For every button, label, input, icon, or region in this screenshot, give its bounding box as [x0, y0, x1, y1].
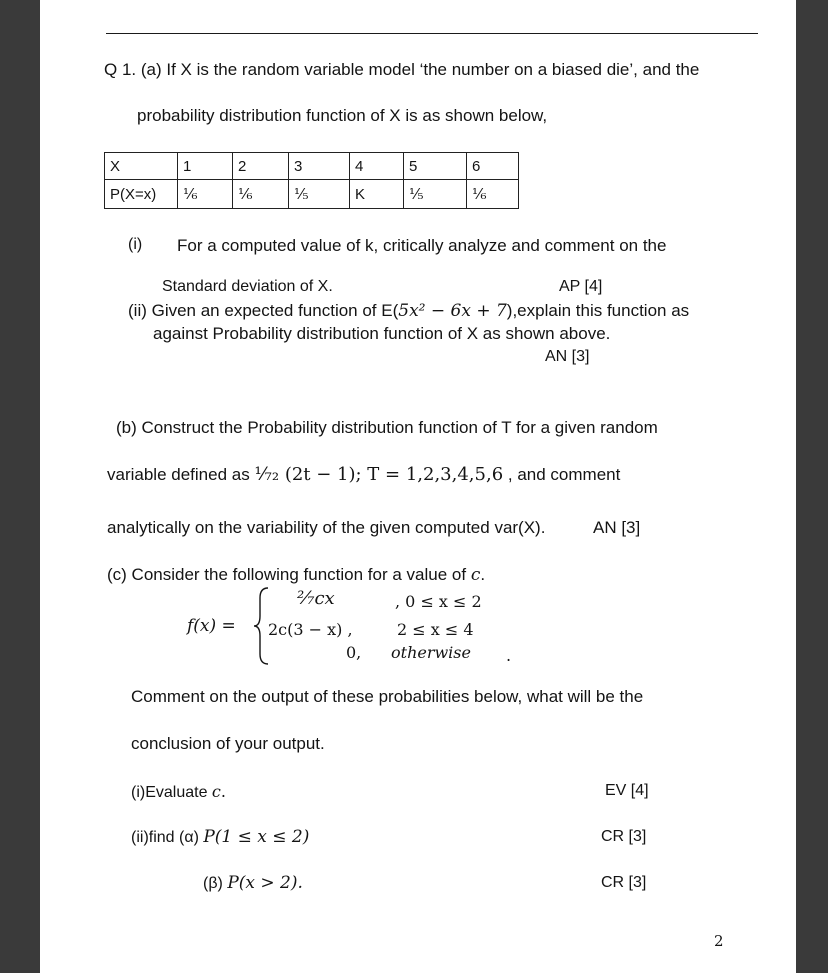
part-ii-mark: AN [3] — [545, 348, 590, 365]
sub-ii-label: (ii)find (α) — [131, 829, 204, 846]
part-ii-line2: against Probability distribution function of X as shown above. — [153, 324, 611, 343]
case1-expression: ²⁄₇cx — [297, 588, 335, 609]
q1b-prefix: variable defined as — [107, 465, 255, 484]
table-cell: 1 — [178, 153, 233, 180]
q1c-suffix: . — [480, 565, 486, 584]
sub-beta-line — [203, 873, 303, 893]
part-i-line2: Standard deviation of X. — [162, 278, 333, 295]
q1b-line1: (b) Construct the Probability distribution function of T for a given random — [116, 418, 658, 437]
q1b-formula: ¹⁄₇₂ (2t − 1); T = 1,2,3,4,5,6 — [254, 464, 504, 485]
part-ii-line1 — [128, 301, 689, 321]
sub-i-line — [131, 782, 226, 802]
case2-expression: 2c(3 − x) , — [268, 620, 353, 639]
comment-line2: conclusion of your output. — [131, 734, 325, 753]
q1b-line2 — [107, 464, 620, 485]
table-cell: ¹⁄₅ — [289, 180, 350, 209]
sub-i-period: . — [220, 782, 226, 801]
sub-i-label: (i)Evaluate — [131, 784, 212, 801]
part-i-text: For a computed value of k, critically analyze and comment on the — [177, 236, 667, 255]
fx-label: f(x) = — [187, 616, 236, 636]
document-page — [40, 0, 796, 973]
case1-condition: , 0 ≤ x ≤ 2 — [395, 592, 482, 611]
q1c-prefix: (c) Consider the following function for a value of — [107, 565, 471, 584]
sub-i-variable: c — [211, 782, 221, 801]
table-cell: 2 — [233, 153, 289, 180]
sub-ii-probability: P(1 ≤ x ≤ 2) — [203, 827, 310, 847]
sub-ii-line — [131, 827, 309, 847]
table-cell: P(X=x) — [105, 180, 178, 209]
comment-line1: Comment on the output of these probabilities below, what will be the — [131, 687, 644, 706]
sub-beta-probability: P(x > 2). — [227, 873, 303, 893]
table-cell: K — [350, 180, 404, 209]
sub-beta-mark: CR [3] — [601, 874, 647, 891]
q1b-mark: AN [3] — [593, 518, 641, 537]
table-cell: ¹⁄₆ — [467, 180, 519, 209]
part-i-mark: AP [4] — [559, 278, 603, 295]
sub-ii-mark: CR [3] — [601, 828, 647, 845]
q1a-line2: probability distribution function of X is as shown below, — [137, 106, 548, 125]
part-ii-expression: 5x² − 6x + 7 — [398, 301, 507, 321]
table-cell: ¹⁄₆ — [233, 180, 289, 209]
sub-i-mark: EV [4] — [605, 782, 649, 799]
q1b-line3: analytically on the variability of the given computed var(X). — [107, 518, 546, 537]
case3-condition: otherwise — [391, 643, 471, 662]
table-cell: 3 — [289, 153, 350, 180]
table-cell: ¹⁄₆ — [178, 180, 233, 209]
q1b-suffix: , and comment — [503, 465, 621, 484]
part-ii-suffix: ),explain this function as — [506, 301, 690, 320]
q1c-variable: c — [470, 565, 481, 585]
table-cell: X — [105, 153, 178, 180]
distribution-table — [104, 152, 519, 209]
table-cell: ¹⁄₅ — [404, 180, 467, 209]
table-cell: 5 — [404, 153, 467, 180]
part-ii-prefix: (ii) Given an expected function of E( — [128, 301, 399, 320]
table-cell: 4 — [350, 153, 404, 180]
case3-expression: 0, — [346, 643, 362, 662]
case2-condition: 2 ≤ x ≤ 4 — [397, 620, 474, 639]
table-row-x — [105, 153, 519, 180]
part-i-label: (i) — [128, 236, 143, 253]
q1c-line1 — [107, 565, 485, 585]
table-cell: 6 — [467, 153, 519, 180]
q1a-line1: Q 1. (a) If X is the random variable model ‘the number on a biased die’, and the — [104, 60, 700, 79]
case3-period: . — [506, 646, 512, 665]
top-rule — [106, 33, 758, 34]
table-row-probability — [105, 180, 519, 209]
page-number: 2 — [714, 932, 724, 950]
sub-beta-label: (β) — [203, 875, 228, 892]
